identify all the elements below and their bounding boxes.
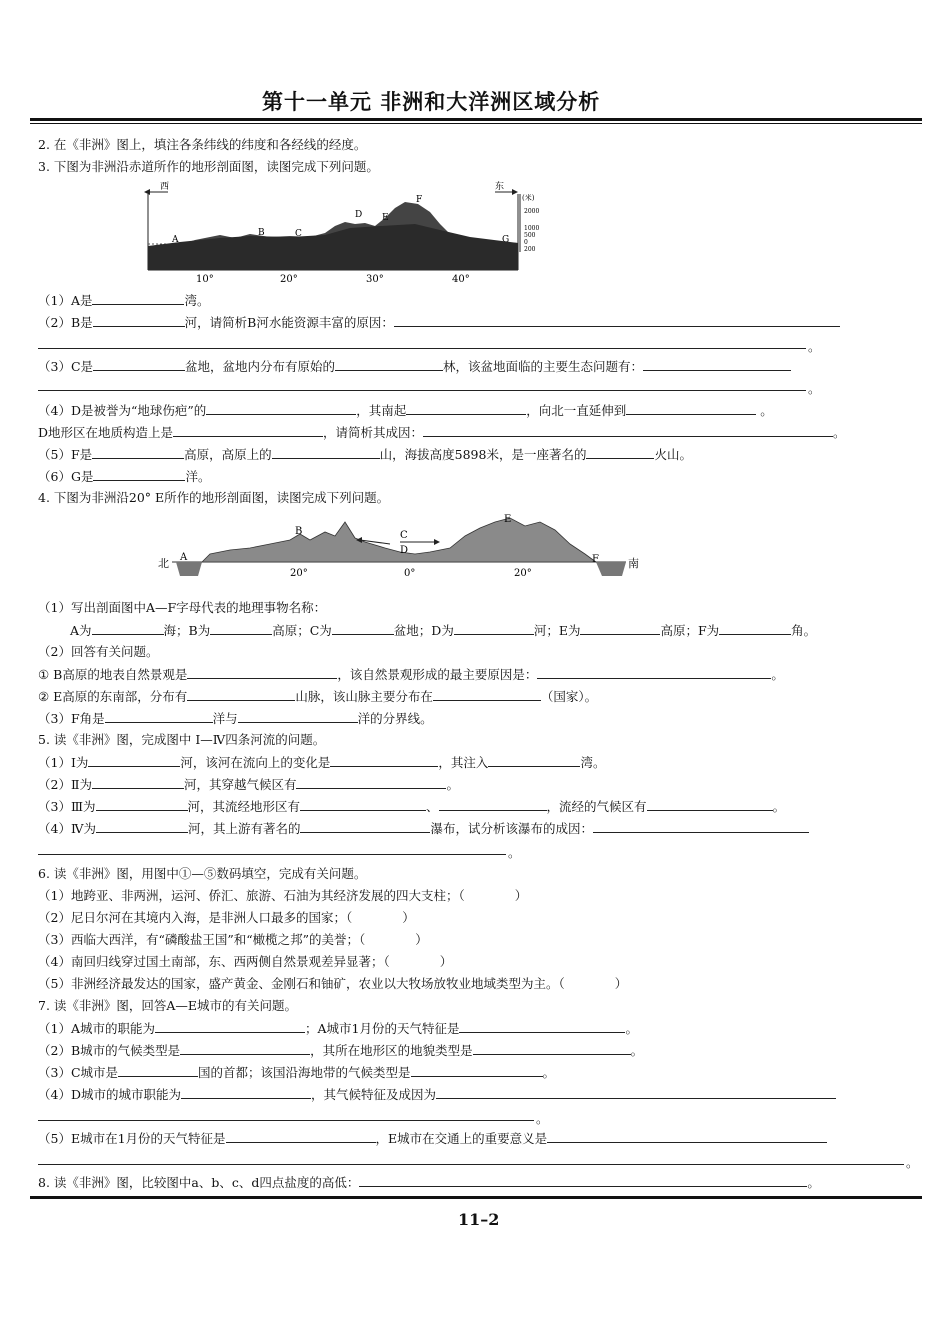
- q7-part1: （1）A城市的职能为 ；A城市1月份的天气特征是 。: [38, 1021, 638, 1036]
- answer-blank[interactable]: [92, 776, 184, 789]
- q4-part1-names: A为 海；B为 高原；C为 盆地；D为 河；E为 高原；F为 角。: [70, 623, 817, 638]
- north-label: 北: [158, 557, 169, 570]
- elev-tick: 500: [524, 232, 536, 239]
- answer-blank[interactable]: [93, 468, 185, 481]
- q7-part2: （2）B城市的气候类型是 ，其所在地形区的地貌类型是 。: [38, 1043, 644, 1058]
- answer-blank[interactable]: [180, 1042, 310, 1055]
- q7-part5: （5）E城市在1月份的天气特征是 ，E城市在交通上的重要意义是: [38, 1130, 827, 1147]
- q5-part4: （4）Ⅳ为 河，其上游有著名的 瀑布，试分析该瀑布的成因：: [38, 820, 809, 837]
- q3-part5: （5）F是 高原，高原上的 山，海拔高度5898米，是一座著名的 火山。: [38, 447, 692, 462]
- answer-blank[interactable]: [423, 424, 833, 437]
- q5-part3: （3）Ⅲ为 河，其流经地形区有 、 ，流经的气候区有 。: [38, 799, 786, 814]
- point-label: B: [295, 526, 303, 537]
- answer-blank[interactable]: [359, 1174, 807, 1187]
- question-8: 8. 读《非洲》图，比较图中a、b、c、d四点盐度的高低： 。: [38, 1175, 820, 1190]
- footer-rule: [30, 1196, 922, 1199]
- point-label: G: [502, 235, 510, 245]
- answer-blank[interactable]: [155, 1020, 305, 1033]
- answer-blank[interactable]: [488, 754, 580, 767]
- answer-blank[interactable]: [473, 1042, 631, 1055]
- point-label: A: [172, 235, 179, 245]
- answer-blank[interactable]: [647, 798, 773, 811]
- point-label: F: [416, 195, 423, 205]
- answer-blank[interactable]: [173, 424, 323, 437]
- q6-item: （1）地跨亚、非两洲，运河、侨汇、旅游、石油为其经济发展的四大支柱；（ ）: [38, 888, 528, 903]
- question-3-intro: 3. 下图为非洲沿赤道所作的地形剖面图，读图完成下列问题。: [38, 159, 379, 174]
- answer-blank[interactable]: [105, 710, 213, 723]
- answer-line[interactable]: [38, 390, 806, 391]
- answer-blank[interactable]: [96, 820, 188, 833]
- answer-blank[interactable]: [547, 1130, 827, 1143]
- answer-line[interactable]: [38, 854, 506, 855]
- answer-blank[interactable]: [300, 798, 426, 811]
- east-label: 东: [495, 182, 505, 192]
- south-label: 南: [628, 557, 639, 570]
- q3-part4b: D地形区在地质构造上是 ，请简析其成因： 。: [38, 425, 846, 440]
- question-5-intro: 5. 读《非洲》图，完成图中 Ⅰ—Ⅳ四条河流的问题。: [38, 732, 326, 747]
- answer-blank[interactable]: [459, 1020, 625, 1033]
- answer-blank[interactable]: [118, 1064, 198, 1077]
- answer-blank[interactable]: [330, 754, 438, 767]
- answer-blank[interactable]: [92, 622, 164, 635]
- point-label: E: [382, 213, 389, 223]
- unit-label: (米): [522, 194, 535, 202]
- point-label: F: [592, 554, 599, 565]
- answer-blank[interactable]: [93, 358, 185, 371]
- answer-blank[interactable]: [439, 798, 547, 811]
- q4-part3: （3）F角是 洋与 洋的分界线。: [38, 711, 433, 726]
- header-rule: [30, 118, 922, 121]
- answer-blank[interactable]: [210, 622, 272, 635]
- answer-blank[interactable]: [436, 1086, 836, 1099]
- point-label: C: [295, 229, 302, 239]
- answer-line[interactable]: [38, 1164, 904, 1165]
- question-2: 2. 在《非洲》图上，填注各条纬线的纬度和各经线的经度。: [38, 137, 367, 152]
- point-label: C: [400, 530, 408, 541]
- answer-blank[interactable]: [181, 1086, 311, 1099]
- answer-blank[interactable]: [580, 622, 660, 635]
- answer-blank[interactable]: [187, 688, 295, 701]
- elev-tick: 1000: [524, 225, 540, 232]
- answer-blank[interactable]: [296, 776, 446, 789]
- q4-part1: （1）写出剖面图中A—F字母代表的地理事物名称：: [38, 600, 327, 615]
- lon-label: 10°: [196, 274, 214, 285]
- q6-item: （3）西临大西洋，有“磷酸盐王国”和“橄榄之邦”的美誉；（ ）: [38, 932, 428, 947]
- q6-item: （2）尼日尔河在其境内入海，是非洲人口最多的国家；（ ）: [38, 910, 415, 925]
- lat-label: 20°: [290, 568, 308, 579]
- equator-profile-figure: [140, 180, 560, 288]
- answer-blank[interactable]: [92, 446, 184, 459]
- question-6-intro: 6. 读《非洲》图，用图中①—⑤数码填空，完成有关问题。: [38, 866, 367, 881]
- q5-part1: （1）Ⅰ为 河，该河在流向上的变化是 ，其注入 湾。: [38, 755, 606, 770]
- q3-part1: （1）A是 湾。: [38, 293, 210, 308]
- answer-blank[interactable]: [394, 314, 840, 327]
- answer-blank[interactable]: [433, 688, 541, 701]
- q3-part3: （3）C是 盆地，盆地内分布有原始的 林，该盆地面临的主要生态问题有：: [38, 358, 791, 375]
- question-7-intro: 7. 读《非洲》图，回答A—E城市的有关问题。: [38, 998, 298, 1013]
- lon-label: 30°: [366, 274, 384, 285]
- answer-blank[interactable]: [92, 292, 184, 305]
- answer-blank[interactable]: [93, 314, 185, 327]
- answer-blank[interactable]: [537, 666, 771, 679]
- q6-item: （4）南回归线穿过国土南部，东、西两侧自然景观差异显著；（ ）: [38, 954, 453, 969]
- answer-blank[interactable]: [272, 446, 380, 459]
- q3-part2: （2）B是 河，请简析B河水能资源丰富的原因：: [38, 314, 840, 331]
- lat-label: 0°: [404, 568, 416, 579]
- point-label: E: [504, 514, 512, 525]
- answer-blank[interactable]: [238, 710, 358, 723]
- q3-part4: （4）D是被誉为“地球伤疤”的 ，其南起 ，向北一直延伸到 。: [38, 403, 773, 418]
- answer-blank[interactable]: [206, 402, 356, 415]
- lon-label: 20°: [280, 274, 298, 285]
- q6-item: （5）非洲经济最发达的国家，盛产黄金、金刚石和铀矿，农业以大牧场放牧业地域类型为主。（ ）: [38, 976, 628, 991]
- answer-blank[interactable]: [406, 402, 526, 415]
- q4-part2b: ② E高原的东南部，分布有 山脉，该山脉主要分布在 （国家）。: [38, 689, 598, 704]
- page-number: 11–2: [458, 1210, 500, 1229]
- answer-blank[interactable]: [593, 820, 809, 833]
- answer-blank[interactable]: [719, 622, 791, 635]
- q5-part2: （2）Ⅱ为 河，其穿越气候区有 。: [38, 777, 459, 792]
- page-title: 第十一单元 非洲和大洋洲区域分析: [262, 90, 601, 114]
- point-label: D: [355, 210, 363, 220]
- question-4-intro: 4. 下图为非洲沿20° E所作的地形剖面图，读图完成下列问题。: [38, 490, 390, 505]
- header-rule-thin: [30, 123, 922, 124]
- answer-blank[interactable]: [626, 402, 756, 415]
- answer-blank[interactable]: [586, 446, 654, 459]
- answer-blank[interactable]: [335, 358, 443, 371]
- answer-blank[interactable]: [454, 622, 534, 635]
- point-label: B: [258, 228, 265, 238]
- answer-blank[interactable]: [187, 666, 337, 679]
- elev-tick: 0: [524, 239, 528, 246]
- answer-line[interactable]: [38, 1120, 534, 1121]
- q4-part2: （2）回答有关问题。: [38, 644, 159, 659]
- q3-part6: （6）G是 洋。: [38, 469, 211, 484]
- answer-blank[interactable]: [300, 820, 430, 833]
- point-label: D: [400, 545, 409, 556]
- lon-label: 40°: [452, 274, 470, 285]
- q7-part4: （4）D城市的城市职能为 ，其气候特征及成因为: [38, 1086, 836, 1103]
- elev-tick: 200: [524, 246, 536, 253]
- lon20-profile-figure: [150, 510, 650, 582]
- answer-blank[interactable]: [226, 1130, 376, 1143]
- q4-part2a: ① B高原的地表自然景观是 ，该自然景观形成的最主要原因是： 。: [38, 667, 784, 682]
- answer-line[interactable]: [38, 348, 806, 349]
- answer-blank[interactable]: [96, 798, 188, 811]
- q7-part3: （3）C城市是 国的首都；该国沿海地带的气候类型是 。: [38, 1065, 556, 1080]
- answer-blank[interactable]: [643, 358, 791, 371]
- point-label: A: [180, 552, 188, 563]
- answer-blank[interactable]: [88, 754, 180, 767]
- answer-blank[interactable]: [411, 1064, 543, 1077]
- answer-blank[interactable]: [332, 622, 394, 635]
- elev-tick: 2000: [524, 208, 540, 215]
- west-label: 西: [160, 182, 170, 192]
- lat-label: 20°: [514, 568, 532, 579]
